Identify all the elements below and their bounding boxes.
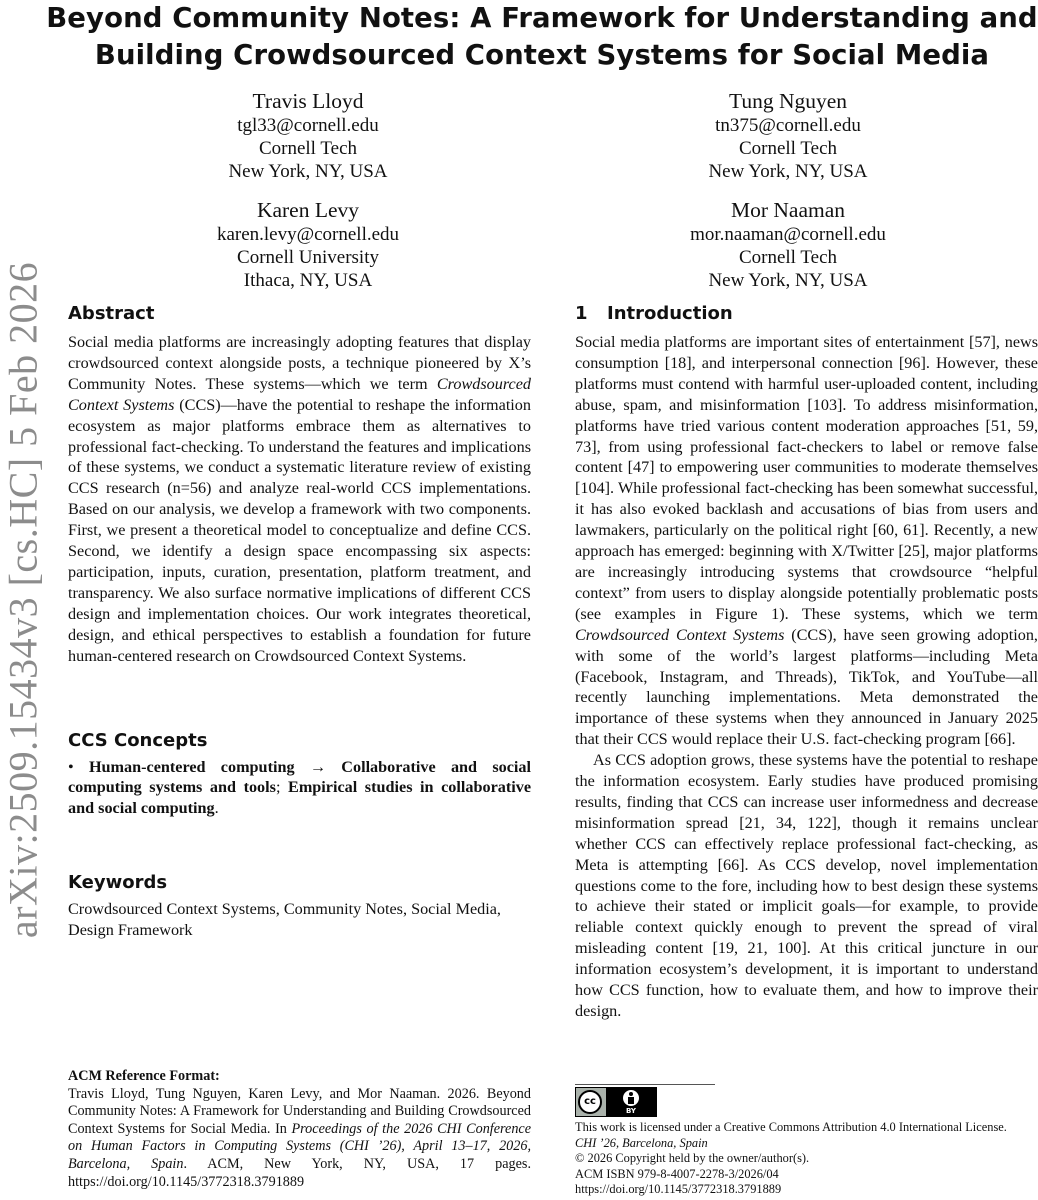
doi-line: https://doi.org/10.1145/3772318.3791889	[575, 1182, 782, 1197]
right-column	[575, 300, 1038, 1022]
abstract-part: (CCS)—have the potential to reshape the information ecosystem as major platforms embrace them as alternatives to professional fact-checking. To understand the features and implications of these systems, we conduct a systematic literature review of existing CCS research (n=56) and analyze real-world CCS implementations. Based on our analysis, we develop a framework with two components. First, we present a theoretical model to conceptualize and define CCS. Second, we identify a design space encompassing six aspects: participation, inputs, curation, presentation, platform treatment, and transparency. We also surface normative implications of different CCS design and implementation choices. Our work integrates theoretical, design, and ethical perspectives to establish a foundation for future human-centered research on Crowdsourced Context Systems.	[68, 395, 531, 665]
title-line: Beyond Community Notes: A Framework for Understanding and	[46, 2, 1038, 34]
author-location: New York, NY, USA	[708, 161, 868, 182]
author-email: tn375@cornell.edu	[715, 115, 861, 136]
author-name: Mor Naaman	[730, 198, 846, 222]
author-location: New York, NY, USA	[228, 161, 388, 182]
ccs-bullet: •	[68, 757, 89, 776]
author-location: Ithaca, NY, USA	[243, 270, 373, 291]
ccs-separator: ;	[275, 778, 289, 797]
paragraph-term: Crowdsourced Context Systems	[575, 625, 785, 644]
author-email: karen.levy@cornell.edu	[216, 224, 400, 245]
footnote-rule	[575, 1084, 715, 1085]
section-number: 1	[575, 303, 588, 324]
author-block	[138, 88, 478, 183]
author-block	[618, 197, 958, 292]
author-affiliation: Cornell Tech	[258, 138, 358, 159]
introduction-heading	[575, 300, 1038, 328]
title-line: Building Crowdsourced Context Systems for Social Media	[94, 39, 990, 71]
acm-reference-text	[68, 1086, 531, 1192]
ccs-concepts-text	[68, 757, 531, 820]
arxiv-side-stamp	[0, 0, 46, 1200]
isbn-line: ACM ISBN 979-8-4007-2278-3/2026/04	[575, 1166, 779, 1181]
author-block	[618, 88, 958, 183]
author-location: New York, NY, USA	[708, 270, 868, 291]
ccs-arrow: →	[294, 757, 342, 776]
section-title: Introduction	[607, 303, 733, 324]
ccs-concept: Human-centered computing	[88, 757, 295, 776]
cc-by-badge	[575, 1087, 657, 1117]
license-text	[575, 1120, 1038, 1198]
introduction-paragraph	[575, 332, 1038, 750]
author-email: tgl33@cornell.edu	[237, 115, 379, 136]
paragraph-part: (CCS), have seen growing adoption, with some of the world’s largest platforms—including Meta (Facebook, Instagram, and Threads), TikTok, and YouTube—all recently launching implementations. Meta demonstrated the importance of these systems when they announced in January 2025 that their CCS would replace their U.S. fact-checking program [66].	[575, 625, 1038, 749]
introduction-paragraph: As CCS adoption grows, these systems have the potential to reshape the information ecosystem. Early studies have produced promising results, finding that CCS can increase user informedness and decrease misinformation spread [21, 34, 122], though it remains unclear whether CCS can effectively replace professional fact-checking, as Meta is attempting [66]. As CCS develop, novel implementation questions come to the fore, including how to best design these systems to achieve their stated or implicit goals—for example, to provide reliable context quickly enough to prevent the spread of viral misleading content [19, 21, 100]. At this critical juncture in our information ecosystem’s development, it is important to understand how CCS function, how to evaluate them, and how to improve their design.	[575, 751, 1038, 1020]
keywords-text: Crowdsourced Context Systems, Community Notes, Social Media, Design Framework	[68, 900, 501, 940]
license-statement: This work is licensed under a Creative Commons Attribution 4.0 International License.	[575, 1120, 1007, 1134]
paragraph-part: Social media platforms are important sites of entertainment [57], news consumption [18], and interpersonal connection [96]. However, these platforms must contend with harmful user-uploaded content, including abuse, spam, and misinformation [103]. To address misinformation, platforms have tried various content moderation approaches [51, 59, 73], from using professional fact-checkers to label or remove false content [47] to empowering user communities to moderate themselves [104]. While professional fact-checking has been somewhat successful, it has also evoked backlash and accusations of bias from users and lawmakers, particularly on the political right [60, 61]. Recently, a new approach has emerged: beginning with X/Twitter [25], major platforms are increasingly introducing systems that crowdsource “helpful context” from users to display alongside potentially problematic posts (see examples in Figure 1). These systems, which we term	[575, 333, 1038, 623]
paper-title	[46, 0, 1038, 74]
abstract-part: Social media platforms are increasingly adopting features that display crowdsourced context alongside posts, a technique pioneered by X’s Community Notes. These systems—which we term	[68, 333, 531, 393]
author-name: Karen Levy	[256, 198, 360, 222]
abstract-heading: Abstract	[68, 303, 155, 324]
author-name: Travis Lloyd	[252, 89, 364, 113]
license-block	[575, 1084, 1038, 1198]
author-block	[138, 197, 478, 292]
author-affiliation: Cornell Tech	[738, 247, 838, 268]
by-label: BY	[625, 1107, 637, 1115]
by-panel	[606, 1088, 656, 1116]
cc-icon: cc	[578, 1090, 602, 1114]
ccs-concepts-heading: CCS Concepts	[68, 729, 208, 751]
acm-reference-format	[68, 1068, 531, 1191]
keywords-heading: Keywords	[68, 872, 168, 894]
person-icon	[623, 1090, 639, 1106]
conference-venue: CHI ’26, Barcelona, Spain	[575, 1135, 708, 1150]
arxiv-identifier: arXiv:2509.15434v3 [cs.HC] 5 Feb 2026	[0, 261, 46, 939]
author-affiliation: Cornell Tech	[738, 138, 838, 159]
ccs-end: .	[214, 799, 219, 818]
acm-reference-venue: Proceedings of the 2026 CHI Conference on Human Factors in Computing Systems (CHI ’26), April 13–17, 2026, Barcelona, Spain	[68, 1120, 532, 1172]
author-email: mor.naaman@cornell.edu	[690, 224, 886, 245]
abstract-text	[68, 332, 531, 667]
abstract-term: Crowdsourced Context Systems	[68, 374, 531, 414]
acm-reference-part: . ACM, New York, NY, USA, 17 pages. https://doi.org/10.1145/3772318.3791889	[68, 1155, 531, 1190]
copyright-line: © 2026 Copyright held by the owner/author(s).	[575, 1151, 810, 1166]
ccs-concept: Empirical studies in collaborative and social computing	[68, 778, 532, 818]
acm-reference-label: ACM Reference Format:	[68, 1068, 220, 1084]
left-column	[68, 300, 531, 941]
ccs-concept: Collaborative and social computing systems and tools	[68, 757, 531, 797]
author-name: Tung Nguyen	[728, 89, 848, 113]
author-affiliation: Cornell University	[237, 247, 379, 268]
acm-reference-part: Travis Lloyd, Tung Nguyen, Karen Levy, and Mor Naaman. 2026. Beyond Community Notes: A Framework for Understanding and Building Crowdsourced Context Systems for Social Media. In	[68, 1085, 531, 1137]
